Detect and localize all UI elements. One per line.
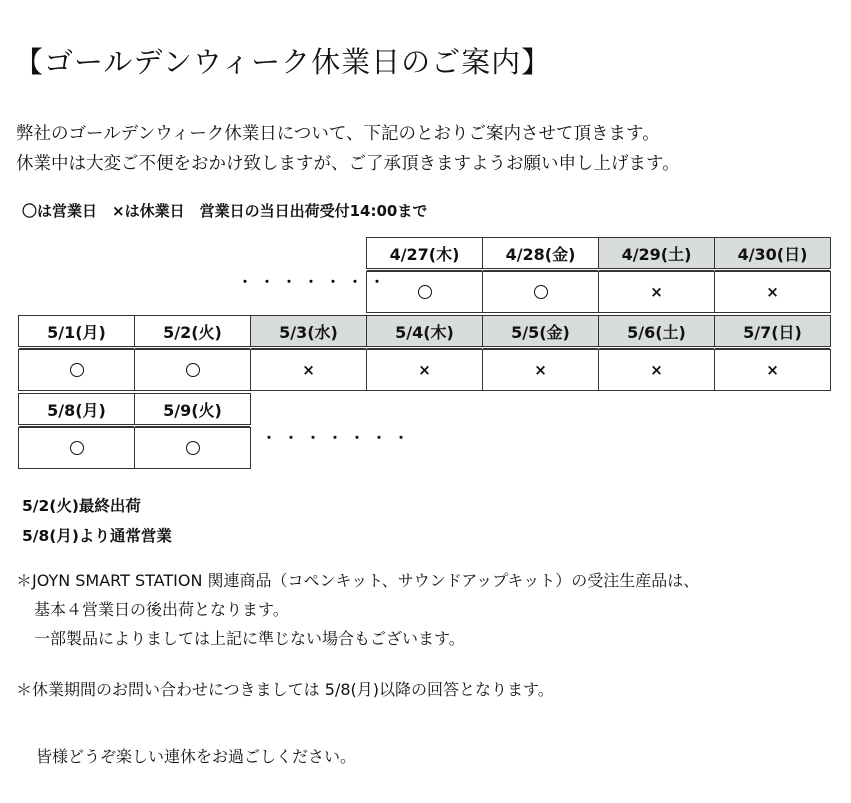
open-circle-icon — [70, 363, 84, 377]
closed-cross-icon: × — [650, 360, 663, 379]
open-circle-icon — [418, 285, 432, 299]
closed-cross-icon: × — [766, 282, 779, 301]
status-cell-5-2 — [134, 349, 251, 391]
date-header-5-9: 5/9(火) — [134, 393, 251, 425]
intro-line-1: 弊社のゴールデンウィーク休業日について、下記のとおりご案内させて頂きます。 — [16, 124, 660, 144]
date-header-5-7: 5/7(日) — [714, 315, 831, 347]
status-cell-5-8 — [18, 427, 135, 469]
status-cell-5-7 — [714, 349, 831, 391]
status-cell-5-5 — [482, 349, 599, 391]
made-to-order-note-line-2: 基本４営業日の後出荷となります。 — [34, 600, 289, 619]
open-circle-icon — [534, 285, 548, 299]
status-cell-4-29 — [598, 271, 715, 313]
date-header-5-1: 5/1(月) — [18, 315, 135, 347]
open-circle-icon — [70, 441, 84, 455]
ellipsis-dots: ・・・・・・・ — [238, 275, 392, 291]
date-header-4-27: 4/27(木) — [366, 237, 483, 269]
date-header-5-8: 5/8(月) — [18, 393, 135, 425]
date-header-5-6: 5/6(土) — [598, 315, 715, 347]
status-cell-5-4 — [366, 349, 483, 391]
legend-text: 〇は営業日 ×は休業日 営業日の当日出荷受付14:00まで — [22, 202, 428, 220]
date-header-4-30: 4/30(日) — [714, 237, 831, 269]
date-header-4-28: 4/28(金) — [482, 237, 599, 269]
open-circle-icon — [186, 441, 200, 455]
closing-message: 皆様どうぞ楽しい連休をお過ごしください。 — [36, 747, 357, 766]
status-cell-5-6 — [598, 349, 715, 391]
status-cell-5-1 — [18, 349, 135, 391]
last-shipping-note: 5/2(火)最終出荷 — [22, 497, 141, 515]
made-to-order-note-line-1: ＊JOYN SMART STATION 関連商品（コペンキット、サウンドアップキット）の受注生産品は、 — [16, 571, 700, 590]
resume-note: 5/8(月)より通常営業 — [22, 527, 172, 545]
status-cell-4-28 — [482, 271, 599, 313]
status-cell-5-3 — [250, 349, 367, 391]
date-header-5-4: 5/4(木) — [366, 315, 483, 347]
intro-line-2: 休業中は大変ご不便をおかけ致しますが、ご了承頂きますようお願い申し上げます。 — [16, 154, 680, 174]
made-to-order-note-line-3: 一部製品によりましては上記に準じない場合もございます。 — [34, 629, 465, 648]
closed-cross-icon: × — [302, 360, 315, 379]
open-circle-icon — [186, 363, 200, 377]
status-cell-4-30 — [714, 271, 831, 313]
date-header-5-5: 5/5(金) — [482, 315, 599, 347]
page-title: 【ゴールデンウィーク休業日のご案内】 — [14, 45, 552, 79]
date-header-4-29: 4/29(土) — [598, 237, 715, 269]
date-header-5-3: 5/3(水) — [250, 315, 367, 347]
date-header-5-2: 5/2(火) — [134, 315, 251, 347]
closed-cross-icon: × — [534, 360, 547, 379]
status-cell-5-9 — [134, 427, 251, 469]
status-cell-4-27 — [366, 271, 483, 313]
inquiry-note: ＊休業期間のお問い合わせにつきましては 5/8(月)以降の回答となります。 — [16, 680, 554, 699]
closed-cross-icon: × — [766, 360, 779, 379]
ellipsis-dots: ・・・・・・・ — [262, 431, 416, 447]
closed-cross-icon: × — [650, 282, 663, 301]
closed-cross-icon: × — [418, 360, 431, 379]
